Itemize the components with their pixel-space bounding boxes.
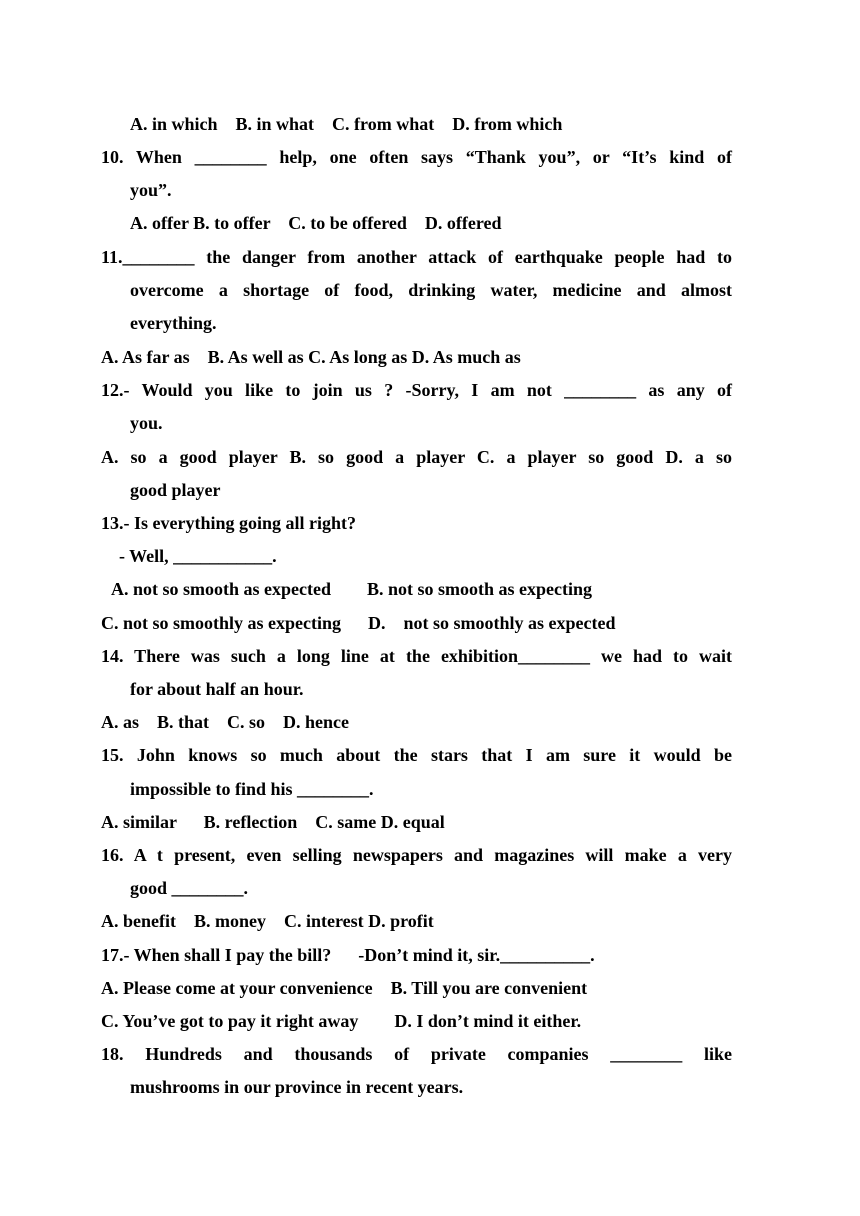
q13-options-ab: A. not so smooth as expected B. not so smooth as expecting <box>111 579 592 599</box>
q18-stem: 18. Hundreds and thousands of private companies ________ like <box>101 1044 732 1064</box>
q14-stem: 14. There was such a long line at the exhibition________ we had to wait <box>101 646 732 666</box>
q12-stem-cont: you. <box>130 413 163 433</box>
q10-stem: 10. When ________ help, one often says “Thank you”, or “It’s kind of <box>101 147 732 167</box>
q12-stem: 12.- Would you like to join us ? -Sorry, I am not ________ as any of <box>101 380 732 400</box>
q14-stem-cont: for about half an hour. <box>130 679 304 699</box>
q11-stem-cont: overcome a shortage of food, drinking water, medicine and almost <box>130 280 732 300</box>
q13-stem: 13.- Is everything going all right? <box>101 513 356 533</box>
q11-stem-end: everything. <box>130 313 217 333</box>
q16-stem-cont: good ________. <box>130 878 249 898</box>
q11-stem: 11.________ the danger from another attack of earthquake people had to <box>101 247 732 267</box>
q10-options: A. offer B. to offer C. to be offered D. offered <box>130 213 502 233</box>
q15-stem-cont: impossible to find his ________. <box>130 779 374 799</box>
q11-options: A. As far as B. As well as C. As long as D. As much as <box>101 347 521 367</box>
q9-options: A. in which B. in what C. from what D. from which <box>130 114 563 134</box>
q12-options-cont: good player <box>130 480 221 500</box>
q17-options-cd: C. You’ve got to pay it right away D. I don’t mind it either. <box>101 1011 582 1031</box>
q12-options: A. so a good player B. so good a player C. a player so good D. a so <box>101 447 732 467</box>
q10-stem-cont: you”. <box>130 180 172 200</box>
q18-stem-cont: mushrooms in our province in recent years. <box>130 1077 464 1097</box>
q15-options: A. similar B. reflection C. same D. equal <box>101 812 445 832</box>
q13-options-cd: C. not so smoothly as expecting D. not so smoothly as expected <box>101 613 616 633</box>
q13-reply: - Well, ___________. <box>119 546 277 566</box>
q16-stem: 16. A t present, even selling newspapers and magazines will make a very <box>101 845 732 865</box>
q14-options: A. as B. that C. so D. hence <box>101 712 350 732</box>
q16-options: A. benefit B. money C. interest D. profit <box>101 911 434 931</box>
q17-options-ab: A. Please come at your convenience B. Till you are convenient <box>101 978 588 998</box>
q15-stem: 15. John knows so much about the stars that I am sure it would be <box>101 745 732 765</box>
q17-stem: 17.- When shall I pay the bill? -Don’t mind it, sir.__________. <box>101 945 595 965</box>
